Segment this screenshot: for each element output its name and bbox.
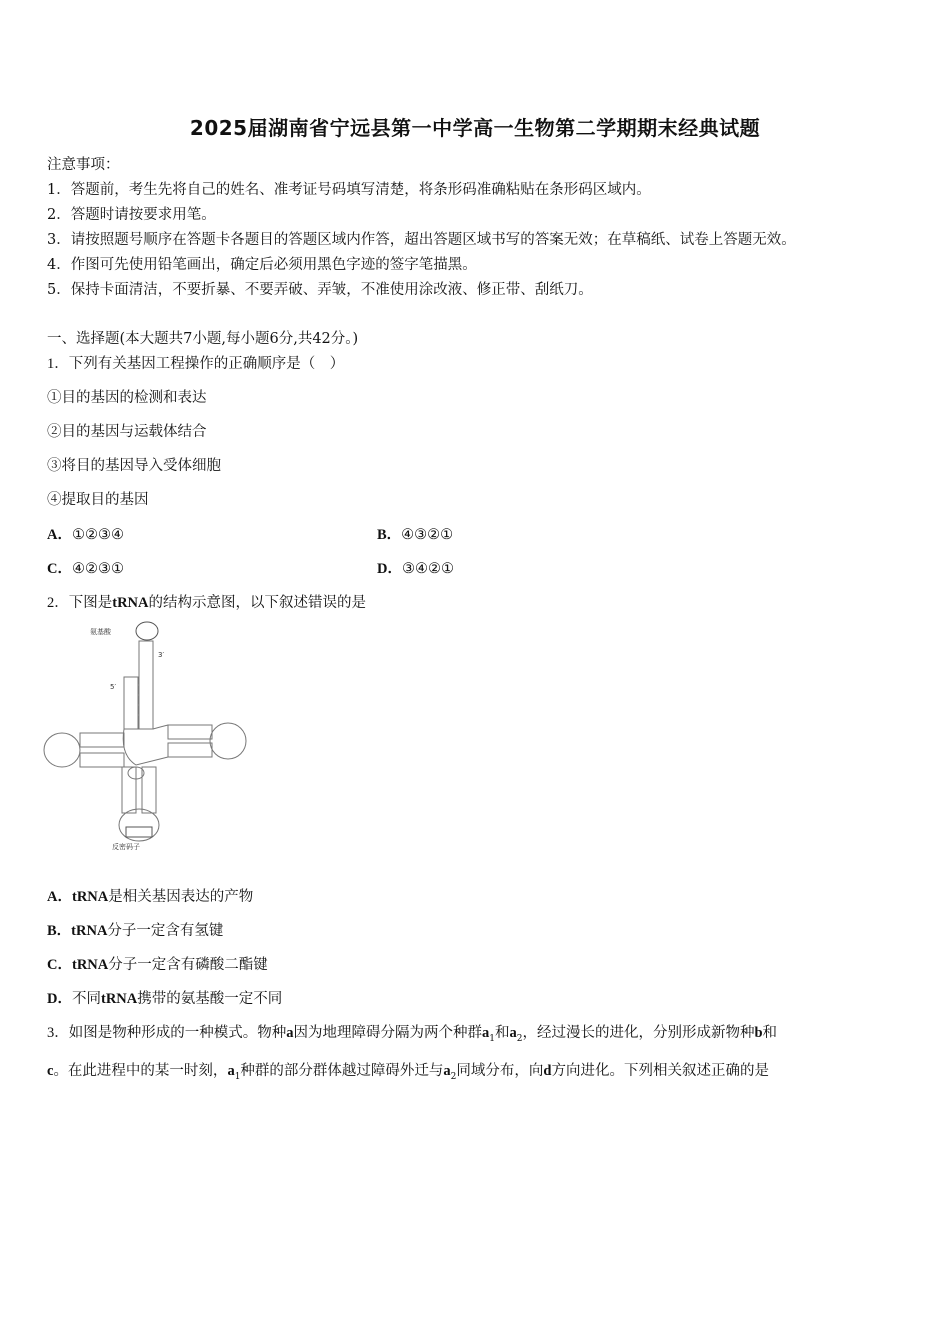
notice-item-2: 2．答题时请按要求用笔。 [47, 207, 216, 223]
t-arm-top [168, 725, 212, 739]
notice-item-5: 5．保持卡面清洁，不要折暴、不要弄破、弄皱，不准使用涂改液、修正带、刮纸刀。 [47, 282, 593, 298]
question-number: 2． [47, 595, 69, 611]
q1-option-a[interactable] [47, 523, 124, 544]
page-title: 2025届湖南省宁远县第一中学高一生物第二学期期末经典试题 [189, 116, 761, 140]
option-letter: B． [47, 923, 72, 939]
q3-text: ，经过漫长的进化，分别形成新物种 [522, 1025, 755, 1041]
notice-heading: 注意事项： [47, 157, 120, 173]
option-text: 分子一定含有氢键 [107, 923, 224, 939]
option-letter: A． [47, 889, 72, 905]
q3-subscript: 2 [450, 1071, 457, 1082]
q3-text: 和 [494, 1025, 510, 1041]
option-text: ④②③① [71, 561, 124, 577]
question-text-post: 的结构示意图，以下叙述错误的是 [148, 595, 366, 611]
q3-text: 和 [762, 1025, 778, 1041]
q3-text: 。在此进程中的某一时刻， [53, 1063, 228, 1079]
option-text: ④③②① [401, 527, 454, 543]
acceptor-stem-right [139, 641, 153, 729]
five-prime-label: 5′ [110, 683, 117, 691]
option-letter: C． [47, 957, 72, 973]
q3-text: 同域分布，向 [456, 1063, 544, 1079]
trna-cloverleaf-figure [40, 615, 260, 855]
option-term: tRNA [71, 923, 108, 939]
option-text: ①②③④ [71, 527, 124, 543]
q3-subscript: 1 [234, 1071, 241, 1082]
anticodon-label: 反密码子 [112, 843, 140, 851]
q3-var: d [543, 1063, 552, 1079]
q3-subscript: 1 [489, 1033, 495, 1044]
question-1-stem [47, 352, 344, 373]
option-letter: C． [47, 561, 72, 577]
option-pre: 不同 [71, 991, 101, 1007]
option-term: tRNA [71, 889, 109, 905]
q3-var: b [754, 1025, 763, 1041]
trna-diagram [40, 615, 260, 855]
q1-step-2: ②目的基因与运载体结合 [47, 424, 207, 440]
question-number: 3． [47, 1025, 69, 1041]
option-text: ③④②① [401, 561, 454, 577]
d-arm-top [80, 733, 124, 747]
q3-var: a [509, 1025, 517, 1041]
amino-acid-label: 氨基酸 [90, 628, 111, 636]
q3-var: a [482, 1025, 490, 1041]
q2-option-a[interactable] [47, 885, 253, 906]
central-junction [123, 725, 168, 765]
q3-var: a [443, 1063, 451, 1079]
acceptor-stem-left [124, 677, 138, 729]
q2-option-b[interactable] [47, 919, 223, 940]
option-term: tRNA [100, 991, 138, 1007]
q1-step-4: ④提取目的基因 [47, 492, 149, 508]
q3-text: 如图是物种形成的一种模式。物种 [68, 1025, 287, 1041]
amino-acid-circle [136, 622, 158, 640]
q2-option-d[interactable] [47, 987, 282, 1008]
anticodon-stem-left [122, 767, 136, 813]
q3-var: a [286, 1025, 294, 1041]
q1-step-3: ③将目的基因导入受体细胞 [47, 458, 221, 474]
question-3-line-1 [47, 1021, 777, 1044]
option-letter: D． [47, 991, 72, 1007]
question-term: tRNA [112, 595, 149, 611]
option-text: 是相关基因表达的产物 [108, 889, 254, 905]
q3-text: 种群的部分群体越过障碍外迁与 [240, 1063, 444, 1079]
d-loop [44, 733, 80, 767]
option-letter: B． [377, 527, 402, 543]
question-3-line-2 [47, 1059, 769, 1082]
anticodon-loop [119, 809, 159, 841]
three-prime-label: 3′ [158, 651, 165, 659]
q3-text: 因为地理障碍分隔为两个种群 [293, 1025, 482, 1041]
section-heading: 一、选择题(本大题共7小题,每小题6分,共42分。) [47, 331, 359, 347]
option-text: 分子一定含有磷酸二酯键 [108, 957, 268, 973]
q2-option-c[interactable] [47, 953, 268, 974]
notice-item-4: 4．作图可先使用铅笔画出，确定后必须用黑色字迹的签字笔描黑。 [47, 257, 477, 273]
option-letter: D． [377, 561, 402, 577]
q1-option-c[interactable] [47, 557, 124, 578]
anticodon-box [126, 827, 152, 837]
d-arm-bottom [80, 753, 124, 767]
t-arm-bottom [168, 743, 212, 757]
t-loop [210, 723, 246, 759]
q3-var: a [227, 1063, 235, 1079]
notice-item-1: 1．答题前，考生先将自己的姓名、准考证号码填写清楚，将条形码准确粘贴在条形码区域内。 [47, 182, 651, 198]
option-text: 携带的氨基酸一定不同 [137, 991, 283, 1007]
option-letter: A． [47, 527, 72, 543]
q3-subscript: 2 [516, 1033, 523, 1044]
q3-text: 方向进化。下列相关叙述正确的是 [551, 1063, 769, 1079]
q1-option-b[interactable] [377, 523, 453, 544]
q1-option-d[interactable] [377, 557, 454, 578]
question-2-stem [47, 591, 366, 612]
q3-var: c [47, 1063, 54, 1079]
q1-step-1: ①目的基因的检测和表达 [47, 390, 207, 406]
question-text-pre: 下图是 [68, 595, 113, 611]
option-term: tRNA [71, 957, 109, 973]
question-text: 下列有关基因工程操作的正确顺序是（ ） [68, 356, 345, 372]
question-number: 1． [47, 356, 69, 372]
notice-item-3: 3．请按照题号顺序在答题卡各题目的答题区域内作答，超出答题区域书写的答案无效；在草稿纸、试卷上答题无效。 [47, 232, 796, 248]
